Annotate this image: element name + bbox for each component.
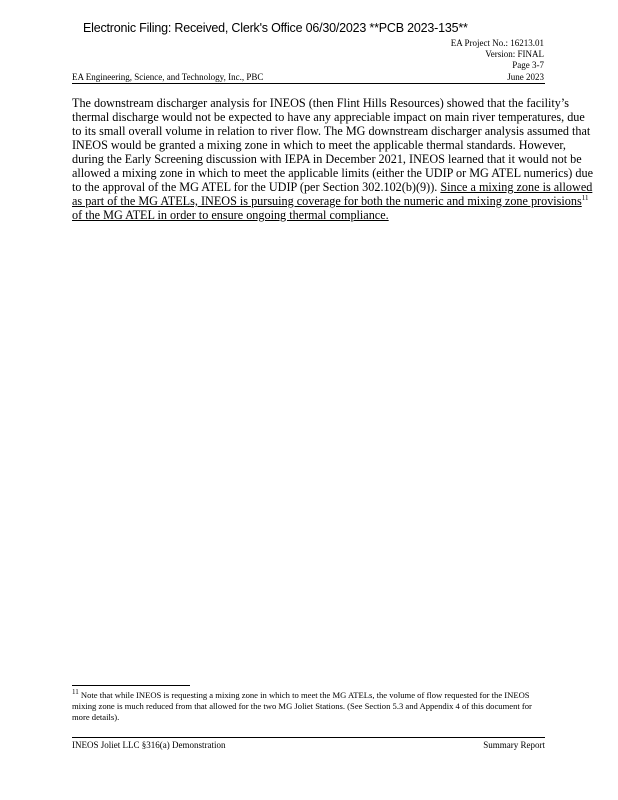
paragraph-ending: of the MG ATEL in order to ensure ongoing thermal compliance.	[72, 208, 389, 222]
header-rule	[72, 83, 545, 84]
header-project-info	[451, 38, 544, 83]
paragraph-underlined-text: Since a mixing zone is allowed as part of the MG ATELs, INEOS is pursuing coverage for both the numeric and mixing zone provisions	[72, 180, 593, 208]
version: Version: FINAL	[485, 49, 544, 60]
project-number: EA Project No.: 16213.01	[450, 38, 544, 48]
company-name: EA Engineering, Science, and Technology, Inc., PBC	[72, 72, 264, 82]
footer-report-type: Summary Report	[483, 740, 545, 750]
footer-rule	[72, 737, 545, 738]
paragraph-text: The downstream discharger analysis for INEOS (then Flint Hills Resources) showed that the facility’s thermal discharge would not be expected to have any appreciable impact on main river temperatures, due to its small overall volume in relation to river flow. The MG downstream discharger analysis assumed that INEOS would be granted a mixing zone in which to meet the applicable thermal standards. However, during the Early Screening discussion with IEPA in December 2021, INEOS learned that it would not be allowed a mixing zone in which to meet the applicable limits (either the UDIP or MG ATEL numerics) due to the approval of the MG ATEL for the UDIP (per Section 302.102(b)(9)).	[72, 96, 593, 194]
body-paragraph	[72, 96, 597, 222]
report-date: June 2023	[507, 71, 544, 82]
footnote	[72, 690, 550, 723]
footer-document-title: INEOS Joliet LLC §316(a) Demonstration	[72, 740, 226, 750]
body-section	[72, 96, 597, 222]
footnote-reference: 11	[581, 193, 589, 202]
footnote-text: Note that while INEOS is requesting a mixing zone in which to meet the MG ATELs, the volume of flow requested for the INEOS mixing zone is much reduced from that allowed for the two MG Joliet Stations. (See Section 5.3 and Appendix 4 of this document for more details).	[72, 690, 532, 722]
footnote-separator	[72, 685, 190, 686]
page-number: Page 3-7	[512, 60, 544, 71]
footnote-number: 11	[72, 688, 79, 697]
filing-stamp: Electronic Filing: Received, Clerk's Office 06/30/2023 **PCB 2023-135**	[83, 21, 468, 35]
